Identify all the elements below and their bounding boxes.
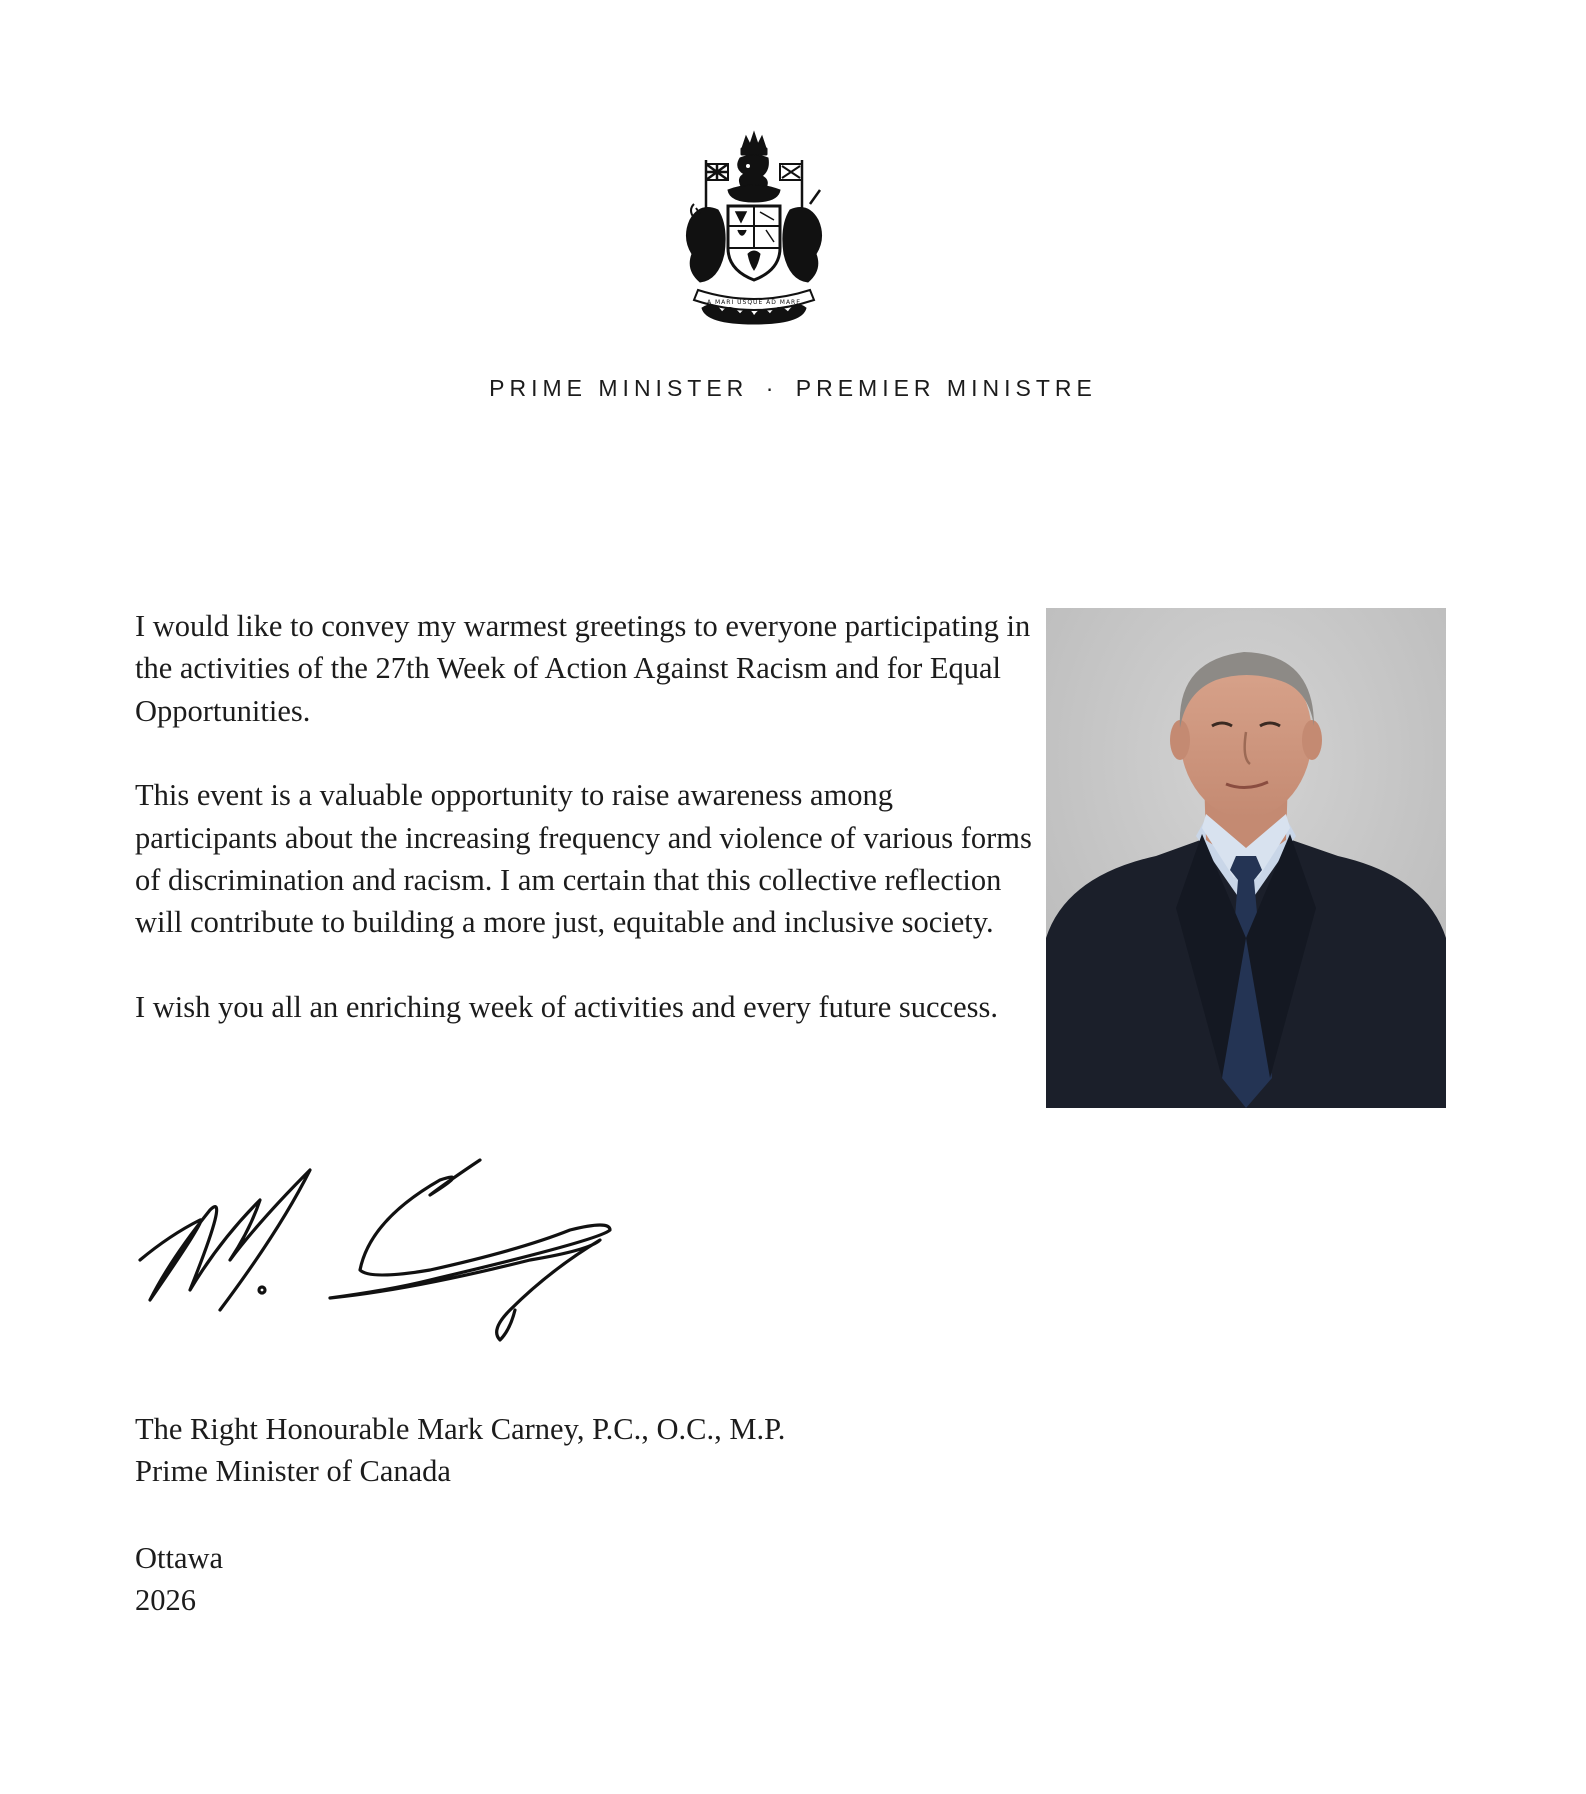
letterhead-separator: · xyxy=(765,375,779,401)
year: 2026 xyxy=(135,1583,196,1617)
letterhead-french: PREMIER MINISTRE xyxy=(795,375,1097,401)
place-date-block xyxy=(135,1537,223,1621)
portrait-photo xyxy=(1046,608,1446,1108)
signatory-block xyxy=(135,1408,785,1492)
letter-paragraph-2: This event is a valuable opportunity to raise awareness among participants about the increasing frequency and violence of various forms of discrimination and racism. I am certain that this collective reflection will contribute to building a more just, equitable and inclusive society. xyxy=(135,778,1032,940)
letterhead-english: PRIME MINISTER xyxy=(489,375,749,401)
letter-paragraph-1: I would like to convey my warmest greetings to everyone participating in the activities of the 27th Week of Action Against Racism and for Equal Opportunities. xyxy=(135,609,1031,728)
motto-text: A MARI USQUE AD MARE xyxy=(706,299,802,306)
handwritten-signature xyxy=(130,1150,710,1380)
place: Ottawa xyxy=(135,1541,224,1575)
signatory-title: Prime Minister of Canada xyxy=(135,1454,451,1488)
letterhead-title xyxy=(300,375,1286,402)
letter-body xyxy=(135,605,1035,1070)
signatory-name: The Right Honourable Mark Carney, P.C., O.C., M.P. xyxy=(135,1412,786,1446)
letter-paragraph-3: I wish you all an enriching week of activities and every future success. xyxy=(135,989,999,1024)
coat-of-arms-emblem xyxy=(678,130,830,326)
